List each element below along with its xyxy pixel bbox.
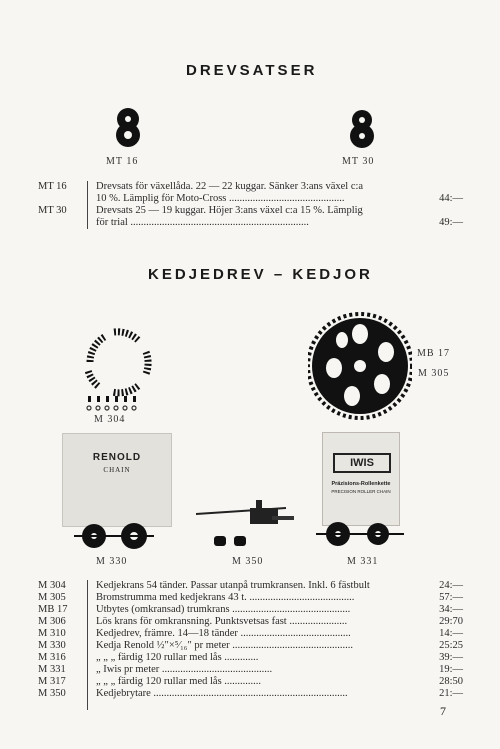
iwis-subtitle-en: PRECISION ROLLER CHAIN xyxy=(331,489,391,494)
item-code: M 310 xyxy=(38,628,66,639)
item-description: „ Iwis pr meter .......................................... xyxy=(96,664,273,675)
item-price: 34:— xyxy=(439,604,463,615)
split-sprocket-ring-image xyxy=(76,322,156,414)
sprocket-chain-image-m330 xyxy=(74,518,154,552)
item-description: „ „ „ färdig 120 rullar med lås .............. xyxy=(96,676,262,687)
item-code: M 316 xyxy=(38,652,66,663)
caption-mt16: MT 16 xyxy=(106,156,139,167)
item-price: 39:— xyxy=(439,652,463,663)
iwis-brand-label: IWIS xyxy=(333,453,391,473)
item-description-line: Drevsats 25 — 19 kuggar. Höjer 3:ans växel c:a 15 %. Lämplig xyxy=(96,205,363,216)
item-code: MT 30 xyxy=(38,205,67,216)
item-description: Utbytes (omkransad) trumkrans ............................................. xyxy=(96,604,351,615)
caption-m304: M 304 xyxy=(94,414,126,425)
item-description: Kedjekrans 54 tänder. Passar utanpå trumkransen. Inkl. 6 fästbult xyxy=(96,580,370,591)
column-divider xyxy=(87,580,88,710)
item-code: M 350 xyxy=(38,688,66,699)
item-price: 14:— xyxy=(439,628,463,639)
caption-m330: M 330 xyxy=(96,556,128,567)
item-code: MB 17 xyxy=(38,604,68,615)
iwis-chain-box-image xyxy=(322,432,400,526)
page-number: 7 xyxy=(440,704,446,718)
item-price: 25:25 xyxy=(439,640,463,651)
section-title-kedjedrev: KEDJEDREV – KEDJOR xyxy=(148,266,373,283)
item-description-line: Drevsats för växellåda. 22 — 22 kuggar. Sänker 3:ans växel c:a xyxy=(96,181,364,192)
sprocket-chain-image-m331 xyxy=(312,518,408,550)
item-description-line: för trial .................................................................... xyxy=(96,217,309,228)
item-description: Kedjebrytare .......................................................................... xyxy=(96,688,348,699)
caption-mb17: MB 17 xyxy=(417,348,451,359)
item-price: 28:50 xyxy=(439,676,463,687)
item-price: 49:— xyxy=(439,217,463,228)
item-description-line: 10 %. Lämplig för Moto-Cross ............................................ xyxy=(96,193,345,204)
caption-m331: M 331 xyxy=(347,556,379,567)
renold-chain-box-image xyxy=(62,433,172,527)
item-price: 29:70 xyxy=(439,616,463,627)
item-price: 24:— xyxy=(439,580,463,591)
item-code: M 305 xyxy=(38,592,66,603)
item-description: Lös krans för omkransning. Punktsvetsas fast ...................... xyxy=(96,616,348,627)
item-code: M 304 xyxy=(38,580,66,591)
item-price: 57:— xyxy=(439,592,463,603)
iwis-subtitle-de: Präzisions-Rollenkette xyxy=(331,481,391,487)
list-item xyxy=(0,205,500,229)
sprocket-pair-image-mt30 xyxy=(347,108,377,150)
section-title-drevsatser: DREVSATSER xyxy=(186,62,318,79)
item-description: Kedjedrev, främre. 14—18 tänder .......................................... xyxy=(96,628,351,639)
sprocket-pair-image-mt16 xyxy=(108,106,148,148)
item-price: 19:— xyxy=(439,664,463,675)
item-code: M 331 xyxy=(38,664,66,675)
caption-mt30: MT 30 xyxy=(342,156,375,167)
brake-drum-sprocket-image xyxy=(308,310,412,422)
item-code: M 306 xyxy=(38,616,66,627)
renold-brand-label: RENOLD xyxy=(92,452,142,463)
renold-chain-label: CHAIN xyxy=(103,466,131,474)
item-description: Bromstrumma med kedjekrans 43 t. ........................................ xyxy=(96,592,355,603)
caption-m305: M 305 xyxy=(418,368,450,379)
list-item xyxy=(0,181,500,205)
item-price: 44:— xyxy=(439,193,463,204)
item-description: „ „ „ färdig 120 rullar med lås ............. xyxy=(96,652,259,663)
item-code: M 317 xyxy=(38,676,66,687)
chain-breaker-tool-image xyxy=(196,498,298,552)
caption-m350: M 350 xyxy=(232,556,264,567)
item-price: 21:— xyxy=(439,688,463,699)
item-code: MT 16 xyxy=(38,181,67,192)
item-description: Kedja Renold ½"×⁵⁄₁₆" pr meter .............................................. xyxy=(96,640,354,651)
item-code: M 330 xyxy=(38,640,66,651)
